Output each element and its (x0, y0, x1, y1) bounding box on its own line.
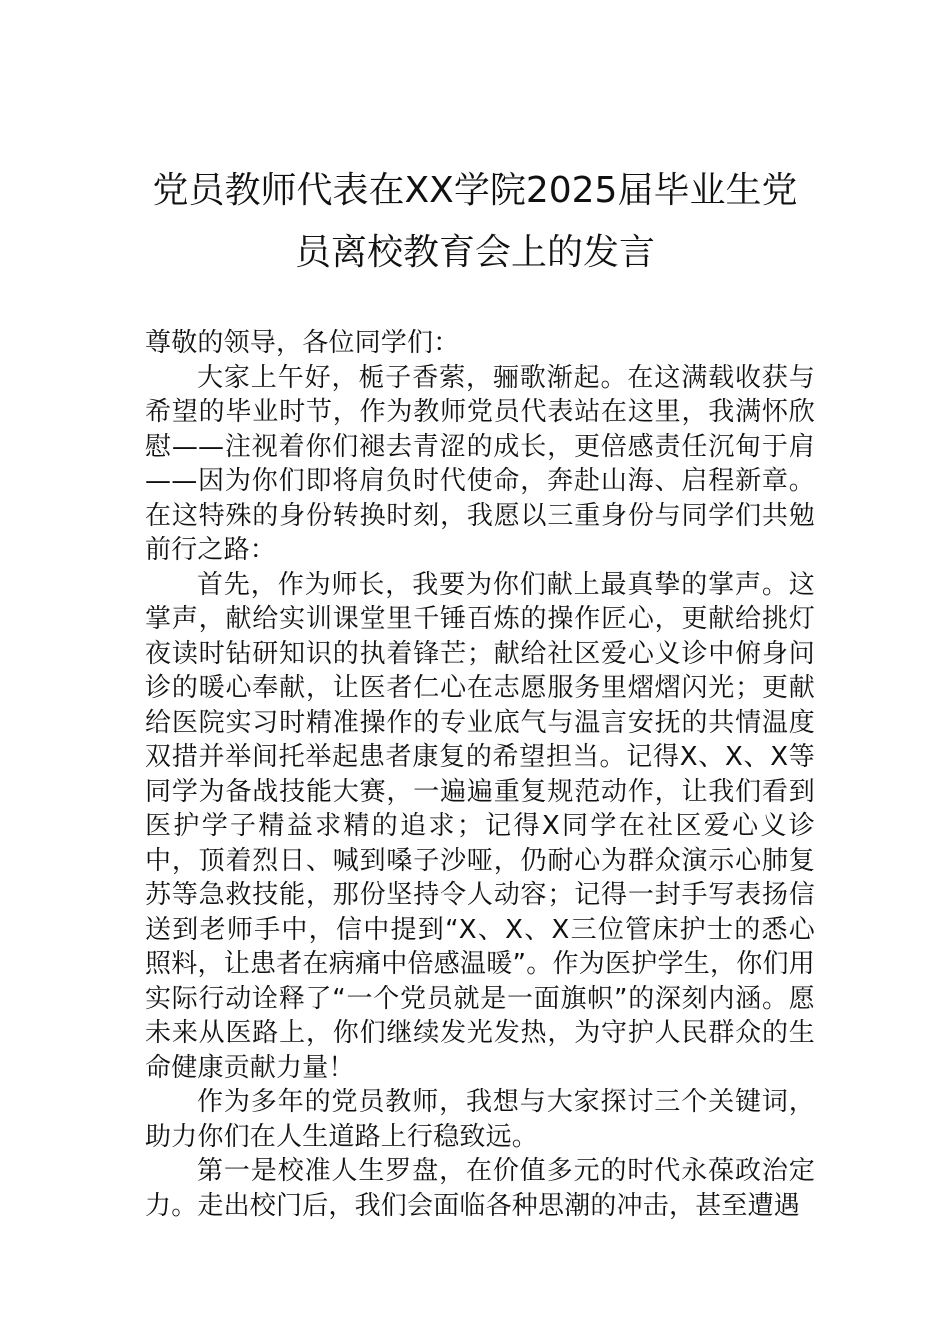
document-body (145, 326, 815, 1223)
document-title-line-2: 员离校教育会上的发言 (294, 232, 655, 273)
paragraph-opening: 大家上午好，栀子香萦，骊歌渐起。在这满载收获与希望的毕业时节，作为教师党员代表站在这里，我满怀欣慰——注视着你们褪去青涩的成长，更倍感责任沉甸于肩——因为你们即将肩负时代使命，奔赴山海、启程新章。在这特殊的身份转换时刻，我愿以三重身份与同学们共勉前行之路： (145, 362, 815, 565)
salutation: 尊敬的领导，各位同学们： (145, 328, 460, 358)
paragraph-applause: 首先，作为师长，我要为你们献上最真挚的掌声。这掌声，献给实训课堂里千锤百炼的操作匠心，更献给挑灯夜读时钻研知识的执着锋芒；献给社区爱心义诊中俯身问诊的暖心奉献，让医者仁心在志愿服务里熠熠闪光；更献给医院实习时精准操作的专业底气与温言安抚的共情温度双措并举间托举起患者康复的希望担当。记得X、X、X等同学为备战技能大赛，一遍遍重复规范动作，让我们看到医护学子精益求精的追求；记得X同学在社区爱心义诊中，顶着烈日、喊到嗓子沙哑，仍耐心为群众演示心肺复苏等急救技能，那份坚持令人动容；记得一封手写表扬信送到老师手中，信中提到“X、X、X三位管床护士的悉心照料，让患者在病痛中倍感温暖”。作为医护学生，你们用实际行动诠释了“一个党员就是一面旗帜”的深刻内涵。愿未来从医路上，你们继续发光发热，为守护人民群众的生命健康贡献力量！ (145, 569, 815, 1083)
paragraph-first-keyword: 第一是校准人生罗盘，在价值多元的时代永葆政治定力。走出校门后，我们会面临各种思潮的冲击，甚至遭遇 (145, 1156, 815, 1221)
document-title (120, 160, 830, 284)
document-title-line-1: 党员教师代表在XX学院2025届毕业生党 (152, 170, 798, 211)
paragraph-keywords-intro: 作为多年的党员教师，我想与大家探讨三个关键词，助力你们在人生道路上行稳致远。 (145, 1087, 815, 1152)
